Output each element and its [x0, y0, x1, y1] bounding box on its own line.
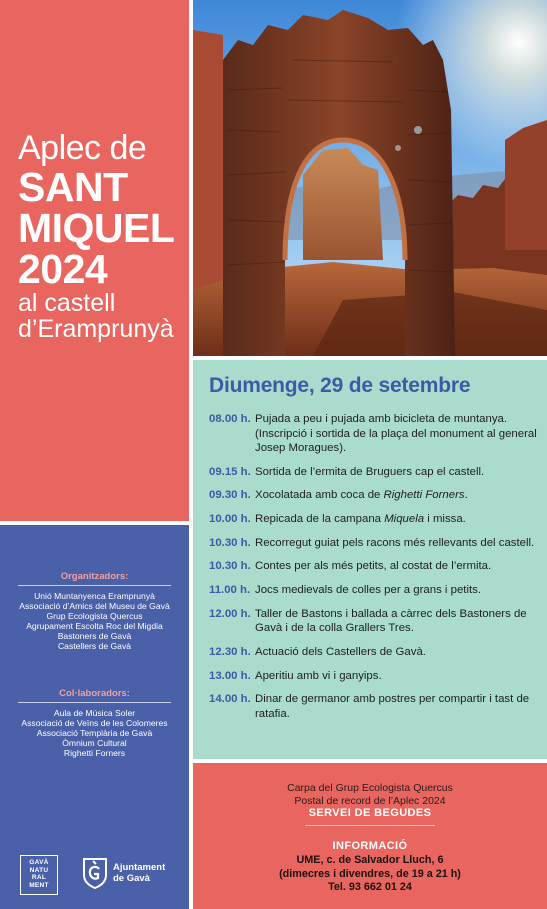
castle-photo — [193, 0, 547, 356]
program-text: Sortida de l’ermita de Bruguers cap el castell. — [255, 465, 485, 478]
organizers-panel — [0, 525, 189, 909]
address: UME, c. de Salvador Lluch, 6 — [296, 854, 444, 866]
program-text: Repicada de la campana Miquela i missa. — [255, 513, 466, 526]
collaborator-name: Associació de Veïns de les Colomeres — [21, 718, 168, 728]
castle-arch-image — [193, 0, 547, 356]
program-time: 08.00 h. — [209, 413, 251, 425]
ajuntament-line-1: Ajuntament — [113, 862, 166, 873]
program-item — [209, 559, 539, 574]
drinks-service: SERVEI DE BEGUDES — [308, 807, 432, 819]
program-item — [209, 645, 539, 660]
program-item — [209, 669, 539, 684]
title-year: 2024 — [18, 246, 108, 292]
contact-info — [193, 854, 547, 895]
program-list — [209, 412, 539, 731]
opening-hours: (dimecres i divendres, de 19 a 21 h) — [279, 867, 461, 880]
organizers-section — [10, 571, 179, 651]
gava-natural-logo: GAVÀ NATU RAL MENT — [20, 855, 58, 895]
program-text: Xocolatada amb coca de Righetti Forners. — [255, 489, 468, 502]
program-text: Recorregut guiat pels racons més rellevants del castell. — [255, 536, 535, 549]
title-line-1: Aplec de — [18, 129, 147, 167]
program-time: 10.00 h. — [209, 513, 251, 526]
organizer-name: Castellers de Gavà — [57, 641, 132, 651]
organizer-name: Agrupament Escolta Roc del Migdia — [26, 621, 163, 631]
program-text: Contes per als més petits, al costat de l’ermita. — [255, 560, 492, 573]
title-line-2: SANT — [18, 164, 128, 210]
info-heading: INFORMACIÓ — [332, 840, 408, 852]
program-time: 09.15 h. — [209, 465, 251, 478]
title-panel — [0, 0, 189, 521]
collaborators-section — [10, 688, 179, 758]
program-time: 10.30 h. — [209, 560, 251, 573]
program-item — [209, 607, 539, 636]
info-panel — [193, 763, 547, 909]
program-time: 09.30 h. — [209, 489, 251, 502]
ajuntament-logo — [82, 857, 165, 889]
program-panel — [193, 360, 547, 759]
tent-line-1: Carpa del Grup Ecologista Quercus — [287, 782, 453, 794]
organizer-name: Bastoners de Gavà — [57, 631, 132, 641]
program-date: Diumenge, 29 de setembre — [209, 374, 471, 397]
title-location-2: d’Eramprunyà — [18, 315, 174, 343]
program-item — [209, 692, 539, 721]
program-time: 10.30 h. — [209, 536, 251, 549]
program-time: 11.00 h. — [209, 584, 251, 597]
bell-name: Miquela — [384, 513, 425, 526]
program-text: Taller de Bastons i ballada a càrrec dels Bastoners de Gavà i de la colla Grallers Tres. — [255, 607, 527, 635]
organizer-name: Unió Muntanyenca Eramprunyà — [34, 591, 155, 601]
program-item — [209, 465, 539, 480]
program-time: 12.00 h. — [209, 607, 251, 620]
organizers-heading: Organitzadors: — [18, 571, 171, 586]
program-text: Pujada a peu i pujada amb bicicleta de muntanya. (Inscripció i sortida de la plaça del monument al general Josep Moragues). — [255, 413, 537, 454]
program-item — [209, 488, 539, 503]
program-time: 13.00 h. — [209, 669, 251, 682]
program-item — [209, 512, 539, 527]
collaborator-name: Òmnium Cultural — [62, 738, 127, 748]
collaborator-name: Righetti Forners — [63, 748, 126, 758]
organizer-name: Associació d’Amics del Museu de Gavà — [19, 601, 170, 611]
phone-number: Tel. 93 662 01 24 — [328, 881, 412, 894]
program-text: Dinar de germanor amb postres per compartir i tast de ratafia. — [255, 693, 530, 720]
collaborator-name: Aula de Música Soler — [53, 708, 136, 718]
program-item — [209, 536, 539, 551]
sponsor-name: Righetti Forners — [383, 489, 465, 502]
tent-info — [193, 782, 547, 807]
program-text: Actuació dels Castellers de Gavà. — [255, 646, 426, 658]
program-text: Aperitiu amb vi i ganyips. — [255, 669, 382, 682]
program-time: 12.30 h. — [209, 646, 251, 658]
collaborator-name: Associació Templària de Gavà — [36, 728, 153, 738]
title-location-1: al castell — [18, 289, 116, 317]
program-item — [209, 412, 539, 456]
city-shield-icon — [82, 857, 108, 889]
program-time: 14.00 h. — [209, 693, 251, 706]
program-item — [209, 583, 539, 598]
program-text: Jocs medievals de colles per a grans i petits. — [255, 584, 482, 597]
tent-line-2: Postal de record de l’Aplec 2024 — [294, 794, 446, 807]
collaborators-heading: Col·laboradors: — [18, 688, 171, 703]
event-title — [18, 130, 174, 342]
title-line-3: MIQUEL — [18, 205, 175, 251]
info-divider — [305, 825, 435, 826]
organizer-name: Grup Ecologista Quercus — [46, 611, 143, 621]
ajuntament-line-2: de Gavà — [113, 873, 150, 884]
